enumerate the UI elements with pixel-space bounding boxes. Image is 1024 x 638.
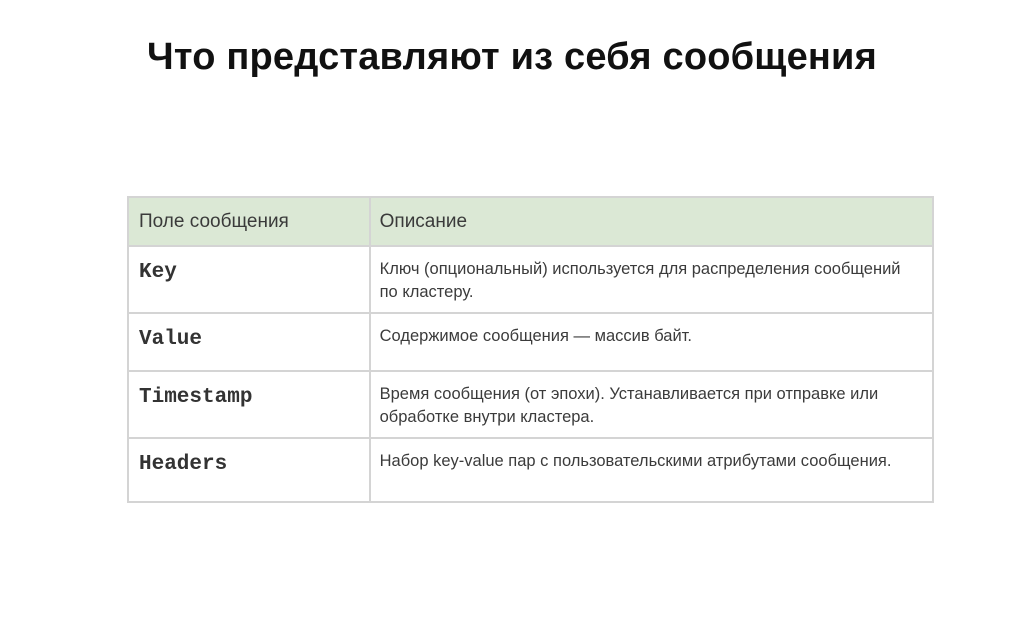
field-cell — [128, 438, 370, 502]
field-cell — [128, 371, 370, 438]
description-cell — [370, 313, 933, 371]
field-name-value: Value — [139, 328, 203, 351]
header-cell-description — [370, 197, 933, 246]
message-fields-table — [127, 196, 934, 503]
header-cell-field — [128, 197, 370, 246]
field-name-headers: Headers — [139, 453, 228, 476]
table-row — [128, 246, 933, 313]
table-row — [128, 313, 933, 371]
field-cell — [128, 246, 370, 313]
field-name-timestamp: Timestamp — [139, 386, 253, 409]
header-field-label: Поле сообщения — [139, 210, 289, 232]
table-row — [128, 371, 933, 438]
field-description-key: Ключ (опциональный) используется для распределения сообщений по кластеру. — [379, 260, 901, 301]
field-description-headers: Набор key-value пар с пользовательскими атрибутами сообщения. — [379, 452, 892, 470]
description-cell — [370, 371, 933, 438]
field-description-timestamp: Время сообщения (от эпохи). Устанавливается при отправке или обработке внутри кластера. — [379, 385, 879, 426]
description-cell — [370, 438, 933, 502]
table-header-row — [128, 197, 933, 246]
slide-title: Что представляют из себя сообщения — [146, 36, 877, 78]
field-description-value: Содержимое сообщения — массив байт. — [379, 327, 692, 345]
field-cell — [128, 313, 370, 371]
field-name-key: Key — [139, 261, 177, 284]
description-cell — [370, 246, 933, 313]
table-row — [128, 438, 933, 502]
header-description-label: Описание — [379, 210, 468, 232]
